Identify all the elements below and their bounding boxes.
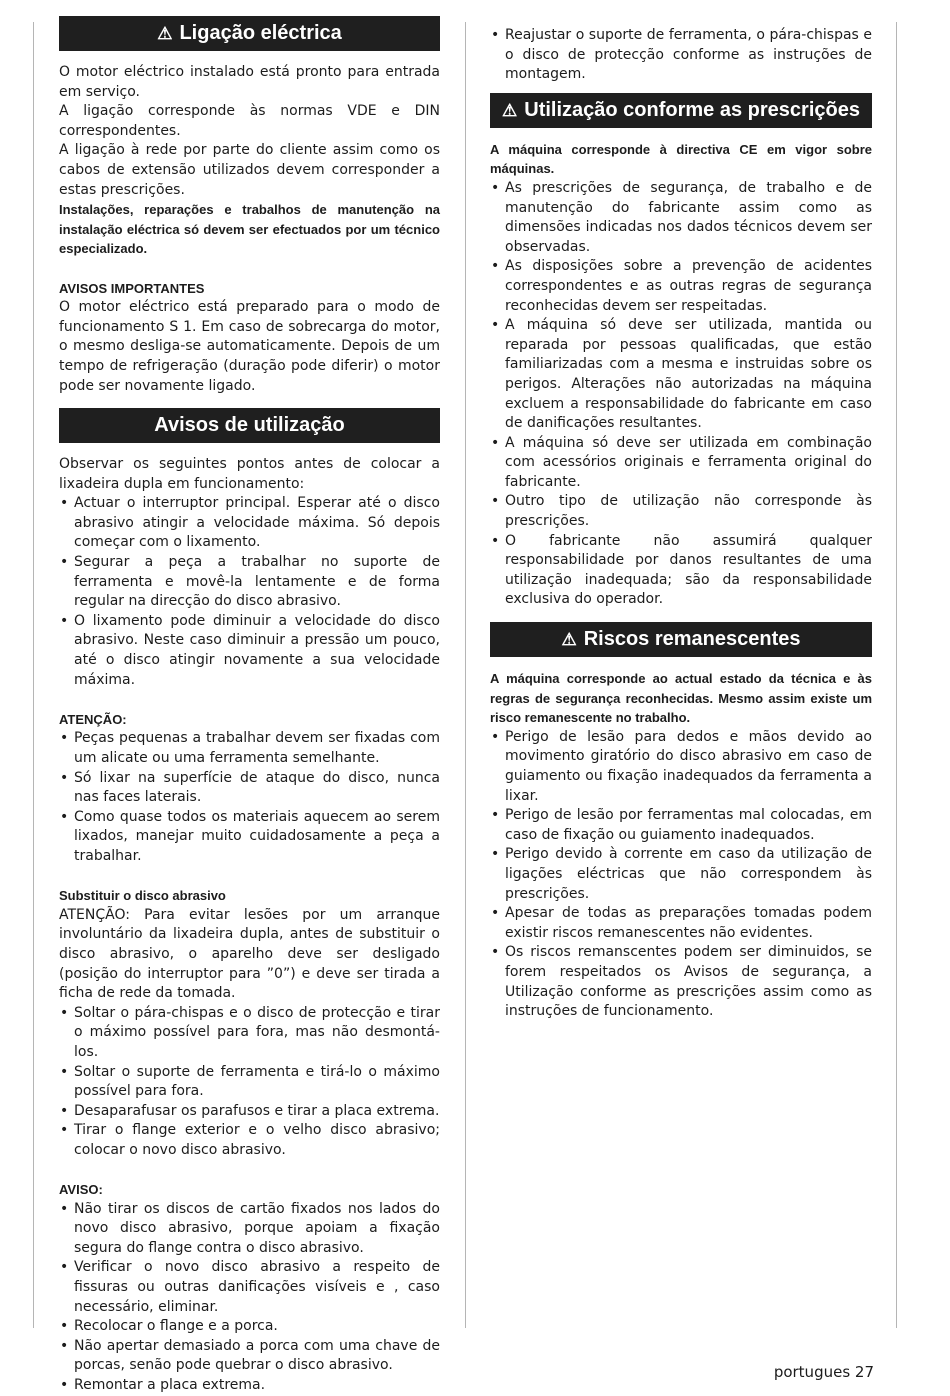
list-item: • Apesar de todas as preparações tomadas podem existir riscos remanescentes não evidentes. <box>490 904 872 943</box>
list-item: • Não tirar os discos de cartão fixados nos lados do novo disco abrasivo, porque apoiam a fixação segura do flange contra o disco abrasivo. <box>59 1200 440 1259</box>
list-item: • Actuar o interruptor principal. Esperar até o disco abrasivo atingir a velocidade máxima. Só depois começar com o lixamento. <box>59 494 440 553</box>
bold-paragraph: Instalações, reparações e trabalhos de manutenção na instalação eléctrica só devem ser efectuados por um técnico especializado. <box>59 202 440 257</box>
list-item: • A máquina só deve ser utilizada em combinação com acessórios originais e ferramenta original do fabricante. <box>490 434 872 493</box>
paragraph: O motor eléctrico está preparado para o modo de funcionamento S 1. Em caso de sobrecarga do motor, o mesmo desliga-se automaticamente. Depois de um tempo de refrigeração (duração pode diferir) o motor pode ser novamente ligado. <box>59 299 440 394</box>
bullet-list <box>59 1004 440 1161</box>
heading-text: Avisos de utilização <box>154 414 345 437</box>
avisos-utilizacao-body <box>59 455 440 1396</box>
list-item: • Tirar o flange exterior e o velho disco abrasivo; colocar o novo disco abrasivo. <box>59 1121 440 1160</box>
section-heading-ligacao <box>59 16 440 51</box>
section-heading-riscos <box>490 622 872 657</box>
list-item: • Perigo devido à corrente em caso da utilização de ligações eléctricas que não correspondem às prescrições. <box>490 845 872 904</box>
left-column <box>59 16 440 1396</box>
list-item: • Verificar o novo disco abrasivo a respeito de fissuras ou outras danificações visíveis e , caso necessário, eliminar. <box>59 1258 440 1317</box>
bullet-list <box>59 1200 440 1396</box>
list-item: • Perigo de lesão para dedos e mãos devido ao movimento giratório do disco abrasivo em caso de guiamento ou fixação inadequados da ferramenta a lixar. <box>490 728 872 806</box>
list-item: • Como quase todos os materiais aquecem ao serem lixados, manejar muito cuidadosamente a peça a trabalhar. <box>59 808 440 867</box>
paragraph: A ligação à rede por parte do cliente assim como os cabos de extensão utilizados devem corresponder a estas prescrições. <box>59 142 440 198</box>
warning-triangle-icon: ⚠ <box>157 24 173 43</box>
list-item: • Os riscos remanscentes podem ser diminuidos, se forem respeitados os Avisos de segurança, a Utilização conforme as prescrições assim como as instruções de funcionamento. <box>490 943 872 1021</box>
ligacao-body <box>59 63 440 396</box>
list-item: • Soltar o pára-chispas e o disco de protecção e tirar o máximo possível para fora, mas não desmontá-los. <box>59 1004 440 1063</box>
subheading-aviso: AVISO: <box>59 1182 103 1198</box>
paragraph: A ligação corresponde às normas VDE e DIN correspondentes. <box>59 103 440 139</box>
bullet-list <box>59 729 440 866</box>
bold-paragraph: A máquina corresponde ao actual estado da técnica e às regras de segurança reconhecidas. Mesmo assim existe um risco remanescente no trabalho. <box>490 671 872 726</box>
list-item: • Recolocar o flange e a porca. <box>59 1317 440 1337</box>
list-item: • A máquina só deve ser utilizada, mantida ou reparada por pessoas qualificadas, que estão familiarizadas com a mesma e instruidas sobre os perigos. Alterações não autorizadas na máquina excluem a responsabilidade do fabricante em caso de danificações resultantes. <box>490 316 872 434</box>
warning-triangle-icon: ⚠ <box>502 100 518 120</box>
list-item: • Não apertar demasiado a porca com uma chave de porcas, senão pode quebrar o disco abrasivo. <box>59 1337 440 1376</box>
bullet-list <box>59 494 440 690</box>
list-item: • Outro tipo de utilização não corresponde às prescrições. <box>490 492 872 531</box>
heading-text: Utilização conforme as prescrições <box>524 98 860 121</box>
list-item: • As prescrições de segurança, de trabalho e de manutenção do fabricante assim como as dimensões indicadas nos dados técnicos devem ser observadas. <box>490 179 872 257</box>
list-item: • Peças pequenas a trabalhar devem ser fixadas com um alicate ou uma ferramenta semelhante. <box>59 729 440 768</box>
list-item: • Soltar o suporte de ferramenta e tirá-lo o máximo possível para fora. <box>59 1063 440 1102</box>
right-column <box>490 26 872 1022</box>
heading-text: Riscos remanescentes <box>583 628 801 651</box>
heading-text: Ligação eléctrica <box>179 22 342 44</box>
utilizacao-conforme-body <box>490 140 872 610</box>
section-heading-avisos-utilizacao <box>59 408 440 443</box>
paragraph: O motor eléctrico instalado está pronto para entrada em serviço. <box>59 64 440 100</box>
section-heading-utilizacao-conforme <box>490 93 872 128</box>
list-item: • O lixamento pode diminuir a velocidade do disco abrasivo. Neste caso diminuir a pressão um pouco, até o disco atingir novamente a sua velocidade máxima. <box>59 612 440 690</box>
page-footer: portugues 27 <box>773 1363 874 1381</box>
list-item: • Desaparafusar os parafusos e tirar a placa extrema. <box>59 1102 440 1122</box>
list-item: • Remontar a placa extrema. <box>59 1376 440 1396</box>
bullet-list <box>490 26 872 85</box>
left-margin-rule <box>33 22 34 1328</box>
paragraph: ATENÇÃO: Para evitar lesões por um arranque involuntário da lixadeira dupla, antes de substituir o disco abrasivo, o aparelho deve ser desligado (posição do interruptor para ”0”) e deve ser tirada a ficha de rede da tomada. <box>59 906 440 1002</box>
list-item: • O fabricante não assumirá qualquer responsabilidade por danos resultantes de uma utilização inadequada; são da responsabilidade exclusiva do operador. <box>490 532 872 610</box>
list-item: • Segurar a peça a trabalhar no suporte de ferramenta e movê-la lentamente e de forma regular na direcção do disco abrasivo. <box>59 553 440 612</box>
subheading-atencao: ATENÇÃO: <box>59 711 127 727</box>
list-item: • Perigo de lesão por ferramentas mal colocadas, em caso de fixação ou guiamento inadequados. <box>490 806 872 845</box>
paragraph: Observar os seguintes pontos antes de colocar a lixadeira dupla em funcionamento: <box>59 456 440 492</box>
list-item: • As disposições sobre a prevenção de acidentes correspondentes e as outras regras de segurança reconhecidas devem ser respeitadas. <box>490 257 872 316</box>
list-item: • Reajustar o suporte de ferramenta, o pára-chispas e o disco de protecção conforme as instruções de montagem. <box>490 26 872 85</box>
warning-triangle-icon: ⚠ <box>561 630 577 650</box>
bold-paragraph: A máquina corresponde à directiva CE em vigor sobre máquinas. <box>490 141 872 177</box>
subheading-avisos-importantes: AVISOS IMPORTANTES <box>59 280 205 296</box>
subheading-substituir: Substituir o disco abrasivo <box>59 888 226 904</box>
riscos-body <box>490 669 872 1022</box>
bullet-list <box>490 728 872 1022</box>
right-margin-rule <box>896 22 897 1328</box>
column-divider-rule <box>465 22 466 1328</box>
bullet-list <box>490 179 872 610</box>
list-item: • Só lixar na superfície de ataque do disco, nunca nas faces laterais. <box>59 769 440 808</box>
